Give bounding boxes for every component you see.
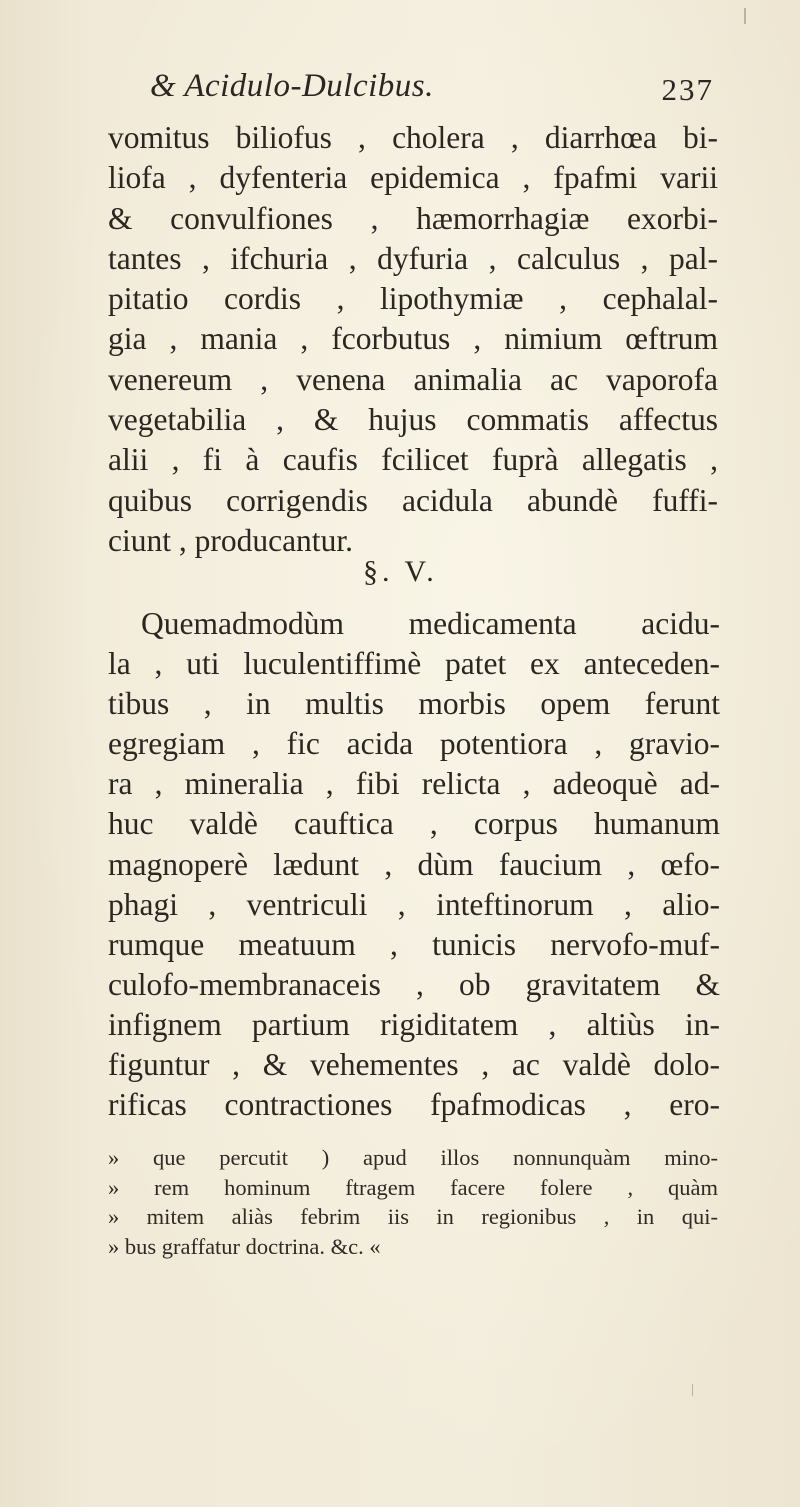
text-line: la , uti luculentiffimè patet ex anteceden- <box>108 646 720 682</box>
running-title: & Acidulo-Dulcibus. <box>150 68 434 104</box>
footnote-line: » rem hominum ftragem facere folere , quàm <box>108 1174 718 1200</box>
text-line: vegetabilia , & hujus commatis affectus <box>108 402 718 438</box>
text-line: huc valdè cauftica , corpus humanum <box>108 806 720 842</box>
text-line: alii , fi à caufis fcilicet fuprà allegatis , <box>108 442 718 478</box>
text-line: ra , mineralia , fibi relicta , adeoquè ad- <box>108 766 720 802</box>
running-header <box>100 68 730 112</box>
paragraph-1 <box>108 118 718 561</box>
text-line: liofa , dyfenteria epidemica , fpafmi varii <box>108 160 718 196</box>
paper-mark <box>744 8 746 24</box>
footnote <box>108 1143 718 1261</box>
text-line: phagi , ventriculi , inteftinorum , alio- <box>108 886 720 922</box>
text-line: venereum , venena animalia ac vaporofa <box>108 361 718 397</box>
text-line: gia , mania , fcorbutus , nimium œftrum <box>108 321 718 357</box>
text-line: pitatio cordis , lipothymiæ , cephalal- <box>108 281 718 317</box>
text-line: culofo-membranaceis , ob gravitatem & <box>108 966 720 1002</box>
text-line: figuntur , & vehementes , ac valdè dolo- <box>108 1047 720 1083</box>
text-line: rificas contractiones fpafmodicas , ero- <box>108 1087 720 1123</box>
text-line: egregiam , fic acida potentiora , gravio- <box>108 726 720 762</box>
text-line: ciunt , producantur. <box>108 522 353 558</box>
text-line: tibus , in multis morbis opem ferunt <box>108 686 720 722</box>
footnote-line: » mitem aliàs febrim iis in regionibus , in qui- <box>108 1204 718 1230</box>
paragraph-2 <box>108 604 720 1125</box>
text-line: infignem partium rigiditatem , altiùs in- <box>108 1006 720 1042</box>
footnote-line: » que percutit ) apud illos nonnunquàm mino- <box>108 1145 718 1170</box>
section-heading: §. V. <box>363 555 438 588</box>
text-line: Quemadmodùm medicamenta acidu- <box>141 606 720 641</box>
text-line: & convulfiones , hæmorrhagiæ exorbi- <box>108 200 718 236</box>
text-line: quibus corrigendis acidula abundè fuffi- <box>108 482 718 518</box>
paper-mark <box>692 1384 693 1396</box>
text-line: magnoperè lædunt , dùm faucium , œfo- <box>108 846 720 882</box>
page-number: 237 <box>661 72 714 107</box>
footnote-line: » bus graffatur doctrina. &c. « <box>108 1233 381 1259</box>
text-line: vomitus biliofus , cholera , diarrhœa bi- <box>108 120 718 155</box>
text-line: tantes , ifchuria , dyfuria , calculus , pal- <box>108 240 718 276</box>
text-line: rumque meatuum , tunicis nervofo-muf- <box>108 926 720 962</box>
